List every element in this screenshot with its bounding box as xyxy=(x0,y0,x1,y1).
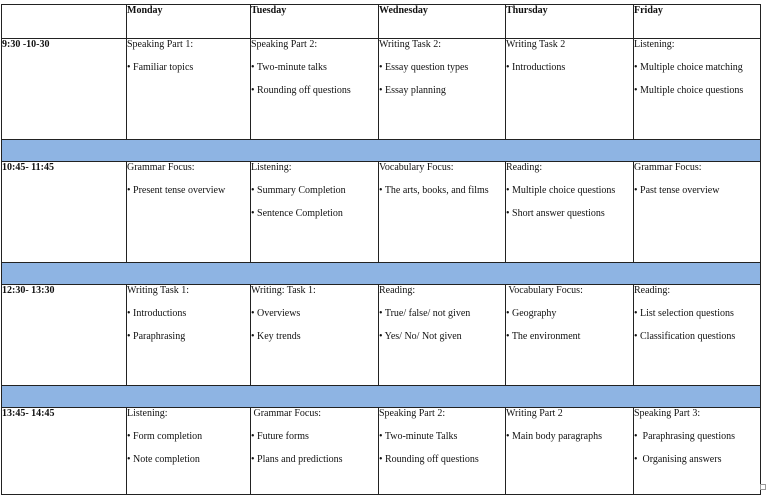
session-cell xyxy=(634,408,761,495)
session-cell xyxy=(379,39,506,140)
session-item: • The arts, books, and films xyxy=(379,185,489,196)
session-title: Vocabulary Focus: xyxy=(506,285,583,296)
session-title: Listening: xyxy=(634,39,675,50)
session-title: Grammar Focus: xyxy=(634,162,702,173)
session-cell xyxy=(251,162,379,263)
session-item: • Two-minute Talks xyxy=(379,431,458,442)
session-cell xyxy=(251,39,379,140)
session-item: • Main body paragraphs xyxy=(506,431,602,442)
header-row xyxy=(2,5,761,39)
time-slot-row xyxy=(2,162,761,263)
session-title: Listening: xyxy=(127,408,168,419)
session-item: • Organising answers xyxy=(634,454,722,465)
session-item: • Past tense overview xyxy=(634,185,720,196)
session-item: • Multiple choice questions xyxy=(634,85,744,96)
time-slot-row xyxy=(2,39,761,140)
session-cell xyxy=(506,39,634,140)
session-title: Reading: xyxy=(506,162,543,173)
break-row xyxy=(2,386,761,408)
session-item: • Form completion xyxy=(127,431,203,442)
resize-handle[interactable] xyxy=(760,484,766,490)
session-cell xyxy=(127,162,251,263)
session-cell xyxy=(634,39,761,140)
session-item: • Classification questions xyxy=(634,331,736,342)
session-title: Grammar Focus: xyxy=(127,162,195,173)
break-row xyxy=(2,263,761,285)
session-item: • The environment xyxy=(506,331,581,342)
session-item: • Essay question types xyxy=(379,62,469,73)
session-cell xyxy=(127,285,251,386)
session-cell xyxy=(379,162,506,263)
session-item: • Paraphrasing questions xyxy=(634,431,735,442)
session-item: • Note completion xyxy=(127,454,200,465)
session-item: • Essay planning xyxy=(379,85,446,96)
session-item: • Sentence Completion xyxy=(251,208,343,219)
session-item: • Present tense overview xyxy=(127,185,226,196)
time-label: 13:45- 14:45 xyxy=(2,408,127,495)
session-title: Writing Part 2 xyxy=(506,408,563,419)
break-band xyxy=(2,140,761,162)
session-title: Writing Task 2 xyxy=(506,39,566,50)
session-title: Writing: Task 1: xyxy=(251,285,316,296)
session-title: Reading: xyxy=(379,285,416,296)
session-item: • Introductions xyxy=(506,62,566,73)
session-item: • Rounding off questions xyxy=(251,85,351,96)
session-cell xyxy=(634,285,761,386)
session-item: • Paraphrasing xyxy=(127,331,186,342)
session-cell xyxy=(506,285,634,386)
session-cell xyxy=(127,408,251,495)
session-cell xyxy=(379,285,506,386)
session-title: Writing Task 1: xyxy=(127,285,190,296)
day-header-monday: Monday xyxy=(127,5,251,39)
session-title: Listening: xyxy=(251,162,292,173)
session-item: • Overviews xyxy=(251,308,301,319)
session-cell xyxy=(506,162,634,263)
session-title: Grammar Focus: xyxy=(251,408,321,419)
session-item: • Short answer questions xyxy=(506,208,605,219)
session-title: Speaking Part 3: xyxy=(634,408,701,419)
time-label: 10:45- 11:45 xyxy=(2,162,127,263)
time-slot-row xyxy=(2,285,761,386)
session-title: Speaking Part 2: xyxy=(251,39,318,50)
session-cell xyxy=(379,408,506,495)
session-item: • Key trends xyxy=(251,331,301,342)
time-label: 9:30 -10-30 xyxy=(2,39,127,140)
day-header-friday: Friday xyxy=(634,5,761,39)
session-cell xyxy=(634,162,761,263)
session-cell xyxy=(127,39,251,140)
session-title: Speaking Part 2: xyxy=(379,408,446,419)
time-label: 12:30- 13:30 xyxy=(2,285,127,386)
session-item: • Introductions xyxy=(127,308,187,319)
session-item: • Geography xyxy=(506,308,557,319)
session-item: • Yes/ No/ Not given xyxy=(379,331,462,342)
session-item: • Future forms xyxy=(251,431,309,442)
session-item: • Multiple choice matching xyxy=(634,62,743,73)
session-item: • List selection questions xyxy=(634,308,734,319)
break-band xyxy=(2,263,761,285)
day-header-thursday: Thursday xyxy=(506,5,634,39)
session-item: • Plans and predictions xyxy=(251,454,343,465)
session-cell xyxy=(251,408,379,495)
session-title: Writing Task 2: xyxy=(379,39,442,50)
session-item: • Rounding off questions xyxy=(379,454,479,465)
day-header-wednesday: Wednesday xyxy=(379,5,506,39)
session-item: • Familiar topics xyxy=(127,62,194,73)
time-slot-row xyxy=(2,408,761,495)
header-corner-cell xyxy=(2,5,127,39)
session-item: • True/ false/ not given xyxy=(379,308,471,319)
session-cell xyxy=(251,285,379,386)
break-row xyxy=(2,140,761,162)
session-title: Reading: xyxy=(634,285,671,296)
day-header-tuesday: Tuesday xyxy=(251,5,379,39)
session-cell xyxy=(506,408,634,495)
session-title: Speaking Part 1: xyxy=(127,39,194,50)
session-item: • Two-minute talks xyxy=(251,62,327,73)
break-band xyxy=(2,386,761,408)
session-title: Vocabulary Focus: xyxy=(379,162,454,173)
session-item: • Summary Completion xyxy=(251,185,346,196)
timetable xyxy=(1,4,761,495)
session-item: • Multiple choice questions xyxy=(506,185,616,196)
